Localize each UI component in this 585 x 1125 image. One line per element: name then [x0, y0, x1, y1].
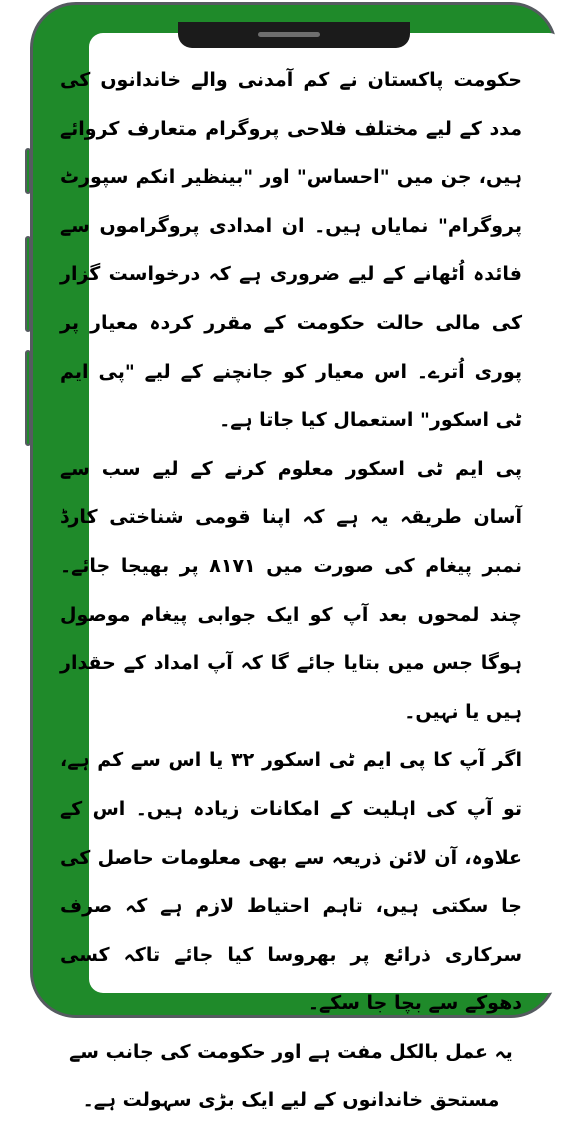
paragraph-conclusion: یہ عمل بالکل مفت ہے اور حکومت کی جانب سے مستحق خاندانوں کے لیے ایک بڑی سہولت ہے۔ — [69, 1040, 513, 1112]
article-text — [60, 56, 522, 1125]
paragraph-intro: حکومت پاکستان نے کم آمدنی والے خاندانوں کی مدد کے لیے مختلف فلاحی پروگرام متعارف کروائے ہیں، جن میں "احساس" اور "بینظیر انکم سپورٹ پروگرام" نمایاں ہیں۔ ان امدادی پروگراموں سے فائدہ اُٹھانے کے لیے ضروری ہے کہ درخواست گزار کی مالی حالت حکومت کے مقرر کردہ معیار پر پوری اُترے۔ اس معیار کو جانچنے کے لیے "پی ایم ٹی اسکور" استعمال کیا جاتا ہے۔ — [60, 69, 522, 432]
paragraph-eligibility: اگر آپ کا پی ایم ٹی اسکور ۳۲ یا اس سے کم ہے، تو آپ کی اہلیت کے امکانات زیادہ ہیں۔ اس کے علاوہ، آن لائن ذریعہ سے بھی معلومات حاصل کی جا سکتی ہیں، تاہم احتیاط لازم ہے کہ صرف سرکاری ذرائع پر بھروسا کیا جائے تاکہ کسی دھوکے سے بچا جا سکے۔ — [60, 749, 522, 1015]
paragraph-method: پی ایم ٹی اسکور معلوم کرنے کے لیے سب سے آسان طریقہ یہ ہے کہ اپنا قومی شناختی کارڈ نمبر پیغام کی صورت میں ۸۱۷۱ پر بھیجا جائے۔ چند لمحوں بعد آپ کو ایک جوابی پیغام موصول ہوگا جس میں بتایا جائے گا کہ آپ امداد کے حقدار ہیں یا نہیں۔ — [60, 457, 522, 723]
speaker-grille — [258, 32, 320, 37]
